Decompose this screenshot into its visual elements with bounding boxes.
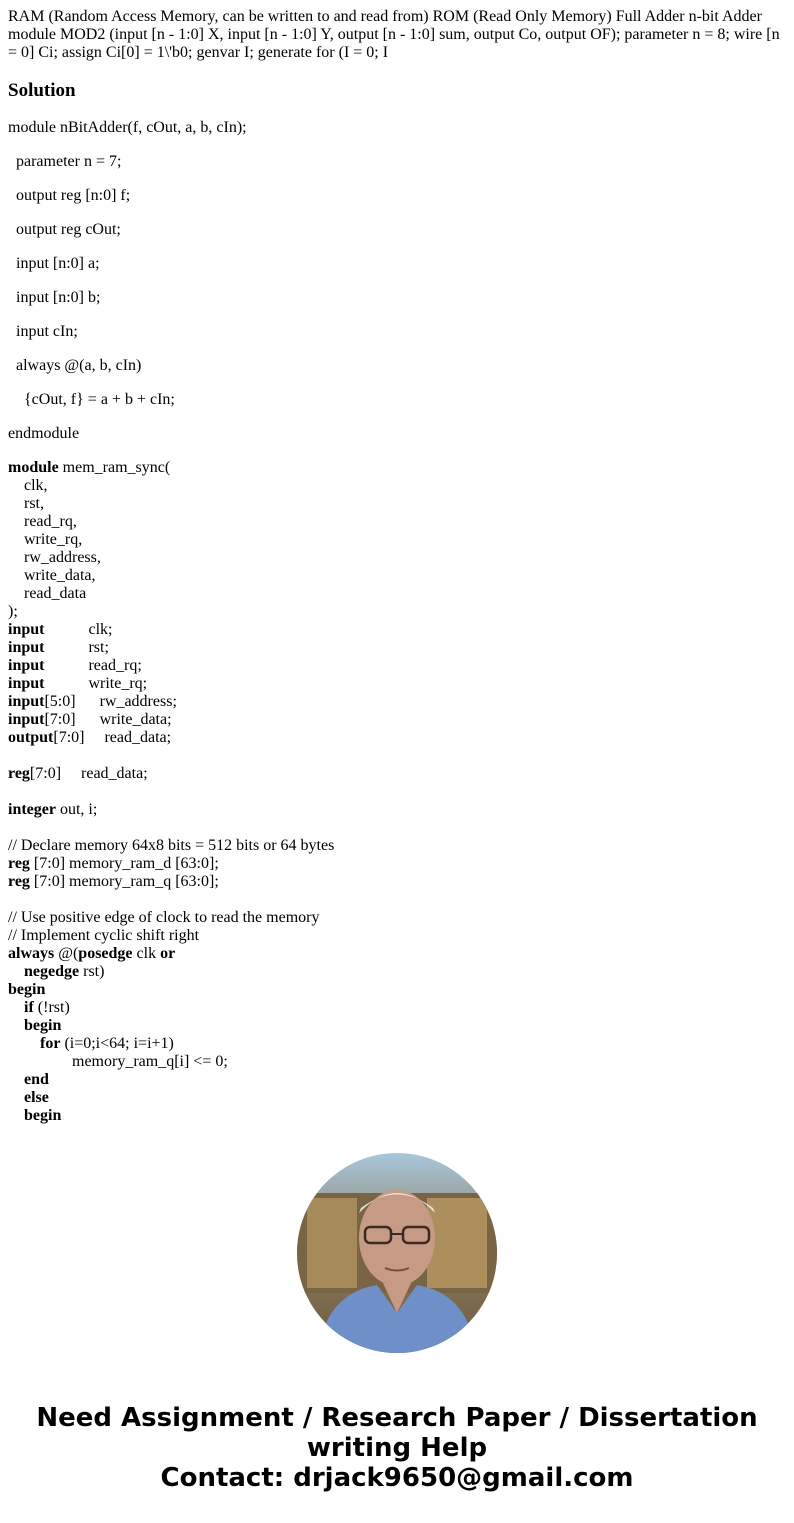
adder-code-line: {cOut, f} = a + b + cIn;	[8, 391, 175, 408]
code-text	[8, 1089, 24, 1106]
code-text	[8, 963, 24, 980]
code-keyword: begin	[24, 1107, 62, 1124]
ram-code-line	[8, 891, 786, 909]
ram-code-line	[8, 621, 786, 639]
promo-line-1: Need Assignment / Research Paper / Dissertation	[36, 1403, 758, 1433]
ram-code-line	[8, 927, 786, 945]
ram-code-line	[8, 495, 786, 513]
code-keyword: input	[8, 639, 45, 656]
ram-code-block	[8, 459, 786, 1125]
code-keyword: for	[40, 1035, 61, 1052]
code-text: // Use positive edge of clock to read the memory	[8, 909, 320, 926]
code-text: // Declare memory 64x8 bits = 512 bits or 64 bytes	[8, 837, 335, 854]
code-text: [7:0] read_data;	[53, 729, 172, 746]
code-keyword: begin	[24, 1017, 62, 1034]
question-text: RAM (Random Access Memory, can be written to and read from) ROM (Read Only Memory) Full Adder n-bit Adder module MOD2 (input [n - 1:0] X, input [n - 1:0] Y, output [n - 1:0] sum, output Co, output OF); parameter n = 8; wire [n = 0] Ci; assign Ci[0] = 1\'b0; genvar I; generate for (I = 0; I	[8, 8, 780, 61]
ram-code-line	[8, 747, 786, 765]
ram-code-line	[8, 531, 786, 549]
ram-code-line	[8, 513, 786, 531]
ram-code-line	[8, 549, 786, 567]
code-keyword: input	[8, 675, 45, 692]
ram-code-line	[8, 639, 786, 657]
code-keyword: if	[24, 999, 34, 1016]
ram-code-line	[8, 729, 786, 747]
code-text: [7:0] read_data;	[29, 765, 148, 782]
adder-code-line: parameter n = 7;	[8, 153, 122, 170]
ram-code-line	[8, 945, 786, 963]
ram-code-line	[8, 585, 786, 603]
promo-contact: Contact: drjack9650@gmail.com	[160, 1463, 634, 1493]
code-text: (i=0;i<64; i=i+1)	[60, 1035, 174, 1052]
ram-code-line	[8, 693, 786, 711]
code-text	[8, 1071, 24, 1088]
code-text: clk	[132, 945, 161, 962]
code-text: (!rst)	[33, 999, 70, 1016]
code-text: read_rq;	[44, 657, 142, 674]
ram-code-line	[8, 837, 786, 855]
code-keyword: begin	[8, 981, 46, 998]
adder-code-line: output reg [n:0] f;	[8, 187, 131, 204]
code-text: rst;	[44, 639, 109, 656]
code-text: out, i;	[55, 801, 98, 818]
adder-code-line: always @(a, b, cIn)	[8, 357, 142, 374]
code-keyword: reg	[8, 873, 30, 890]
ram-code-line	[8, 1107, 786, 1125]
adder-code-line: endmodule	[8, 425, 80, 442]
ram-code-line	[8, 1071, 786, 1089]
code-keyword: input	[8, 693, 45, 710]
code-text: rst)	[79, 963, 105, 980]
ram-code-line	[8, 909, 786, 927]
code-text: [7:0] memory_ram_d [63:0];	[29, 855, 219, 872]
ram-code-line	[8, 459, 786, 477]
ram-code-line	[8, 477, 786, 495]
code-keyword: negedge	[24, 963, 80, 980]
code-keyword: module	[8, 459, 59, 476]
code-keyword: integer	[8, 801, 56, 818]
ram-code-line	[8, 1053, 786, 1071]
code-keyword: else	[24, 1089, 49, 1106]
promo-banner	[0, 1403, 794, 1493]
ram-code-line	[8, 873, 786, 891]
code-keyword: input	[8, 657, 45, 674]
solution-heading: Solution	[8, 80, 76, 101]
code-text: clk,	[8, 477, 48, 494]
ram-code-line	[8, 567, 786, 585]
code-text: read_rq,	[8, 513, 77, 530]
code-text: memory_ram_q[i] <= 0;	[8, 1053, 228, 1070]
code-keyword: or	[160, 945, 176, 962]
code-text: [5:0] rw_address;	[44, 693, 177, 710]
code-text: clk;	[44, 621, 113, 638]
code-keyword: always	[8, 945, 55, 962]
code-text: rw_address,	[8, 549, 101, 566]
code-text	[8, 999, 24, 1016]
ram-code-line	[8, 999, 786, 1017]
author-avatar	[297, 1153, 497, 1353]
page-content	[8, 8, 786, 1125]
adder-code-line: output reg cOut;	[8, 221, 121, 238]
ram-code-line	[8, 855, 786, 873]
code-keyword: reg	[8, 765, 30, 782]
code-keyword: input	[8, 621, 45, 638]
code-text: );	[8, 603, 18, 620]
code-text: // Implement cyclic shift right	[8, 927, 200, 944]
ram-code-line	[8, 675, 786, 693]
code-text: write_data,	[8, 567, 96, 584]
code-text: rst,	[8, 495, 44, 512]
ram-code-line	[8, 603, 786, 621]
adder-code-line: input [n:0] a;	[8, 255, 100, 272]
code-text: [7:0] memory_ram_q [63:0];	[29, 873, 219, 890]
ram-code-line	[8, 711, 786, 729]
adder-code-block	[8, 119, 786, 443]
ram-code-line	[8, 783, 786, 801]
ram-code-line	[8, 657, 786, 675]
code-text: mem_ram_sync(	[58, 459, 171, 476]
adder-code-line: input cIn;	[8, 323, 78, 340]
code-text: read_data	[8, 585, 87, 602]
code-text: write_rq;	[44, 675, 148, 692]
ram-code-line	[8, 801, 786, 819]
ram-code-line	[8, 981, 786, 999]
ram-code-line	[8, 765, 786, 783]
code-text	[8, 1035, 40, 1052]
ram-code-line	[8, 1035, 786, 1053]
code-keyword: input	[8, 711, 45, 728]
code-keyword: reg	[8, 855, 30, 872]
code-keyword: output	[8, 729, 54, 746]
author-photo	[297, 1153, 497, 1353]
ram-code-line	[8, 1017, 786, 1035]
adder-code-line: input [n:0] b;	[8, 289, 101, 306]
code-text: write_rq,	[8, 531, 83, 548]
ram-code-line	[8, 963, 786, 981]
ram-code-line	[8, 1089, 786, 1107]
code-keyword: end	[24, 1071, 49, 1088]
ram-code-line	[8, 819, 786, 837]
code-text	[8, 1107, 24, 1124]
code-keyword: posedge	[78, 945, 133, 962]
code-text: [7:0] write_data;	[44, 711, 172, 728]
code-text: @(	[54, 945, 79, 962]
code-text	[8, 1017, 24, 1034]
promo-line-2: writing Help	[306, 1433, 488, 1463]
adder-code-line: module nBitAdder(f, cOut, a, b, cIn);	[8, 119, 247, 136]
